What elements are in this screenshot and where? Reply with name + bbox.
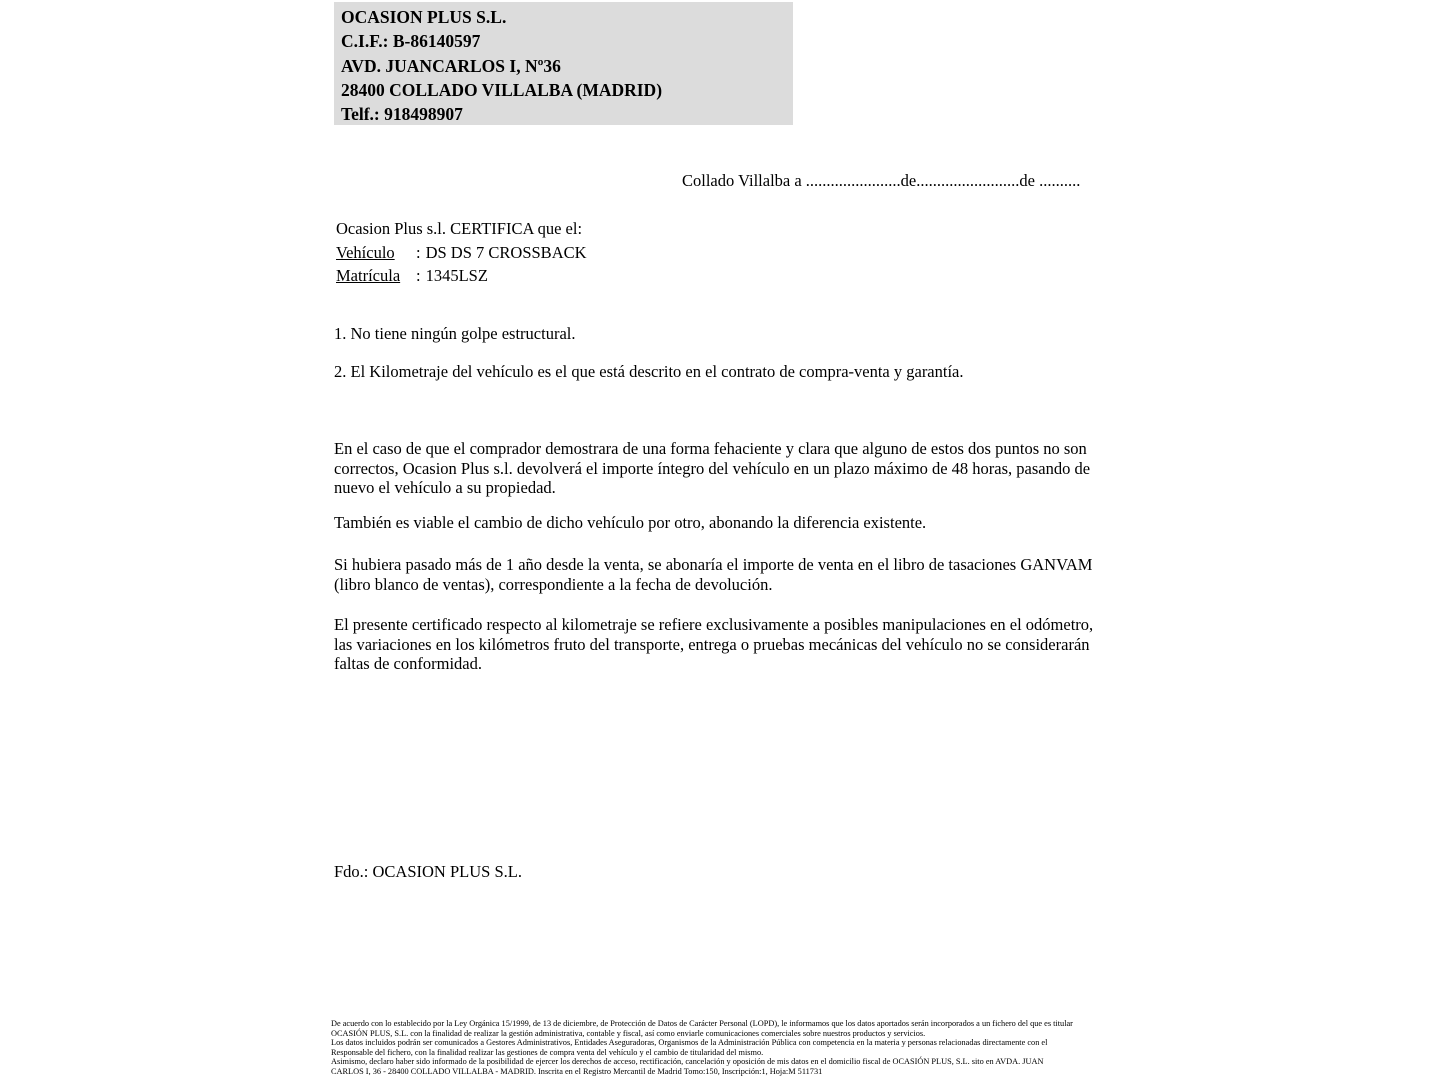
condition-point-1: 1. No tiene ningún golpe estructural. [334, 324, 576, 343]
legal-footer-line: Los datos incluidos podrán ser comunicados a Gestores Administrativos, Entidades Aseguradoras, Organismos de la Administración Pública con competencia en la materia y personas relacionadas directamente con el [331, 1038, 1048, 1048]
ganvam-valuation-paragraph: Si hubiera pasado más de 1 año desde la venta, se abonaría el importe de venta en el libro de tasaciones GANVAM (libro blanco de ventas), correspondiente a la fecha de devolución. [334, 555, 1093, 594]
field-value [416, 264, 488, 288]
vehicle-fields [336, 241, 587, 288]
legal-footer-line: OCASIÓN PLUS, S.L. con la finalidad de realizar la gestión administrativa, contable y fiscal, así como enviarle comunicaciones comerciales sobre nuestros productos y servicios. [331, 1028, 926, 1038]
vehicle-field-row [336, 241, 587, 265]
certification-intro: Ocasion Plus s.l. CERTIFICA que el: [336, 219, 583, 238]
legal-footer-line: CARLOS I, 36 - 28400 COLLADO VILLALBA - MADRID. Inscrita en el Registro Mercantil de Madrid Tomo:150, Inscripción:1, Hoja:M 511731 [331, 1066, 823, 1076]
field-label: Vehículo [336, 242, 395, 262]
legal-footer-line: Responsable del fichero, con la finalidad realizar las gestiones de compra venta del vehículo y el cambio de titularidad del mismo. [331, 1047, 764, 1057]
refund-guarantee-paragraph: En el caso de que el comprador demostrara de una forma fehaciente y clara que alguno de estos dos puntos no son correctos, Ocasion Plus s.l. devolverá el importe íntegro del vehículo en un plazo máximo de 48 horas, pasando de nuevo el vehículo a su propiedad. [334, 439, 1091, 497]
field-label: Matrícula [336, 266, 401, 286]
vehicle-field-row [336, 264, 582, 288]
company-letterhead-line: AVD. JUANCARLOS I, Nº36 [341, 55, 561, 76]
signature-line: Fdo.: OCASION PLUS S.L. [334, 862, 522, 881]
condition-point-2: 2. El Kilometraje del vehículo es el que está descrito en el contrato de compra-venta y garantía. [334, 362, 964, 381]
company-letterhead-line: OCASION PLUS S.L. [341, 7, 507, 27]
field-value-text: DS DS 7 CROSSBACK [425, 242, 587, 262]
legal-footer-line: De acuerdo con lo establecido por la Ley Orgánica 15/1999, de 13 de diciembre, de Protección de Datos de Carácter Personal (LOPD), le informamos que los datos aportados serán incorporados a un fichero del que es titular [331, 1019, 1073, 1028]
field-value [416, 241, 587, 265]
odometer-disclaimer-paragraph: El presente certificado respecto al kilometraje se refiere exclusivamente a posibles manipulaciones en el odómetro, las variaciones en los kilómetros fruto del transporte, entrega o pruebas mecánicas del vehículo no se considerarán faltas de conformidad. [334, 615, 1094, 673]
certification-block [336, 217, 587, 288]
field-separator: : [416, 242, 421, 262]
vehicle-exchange-paragraph: También es viable el cambio de dicho vehículo por otro, abonando la diferencia existente. [334, 513, 927, 532]
company-letterhead-line: Telf.: 918498907 [341, 104, 463, 125]
company-letterhead-line: 28400 COLLADO VILLALBA (MADRID) [341, 79, 663, 100]
company-letterhead-box [334, 2, 793, 125]
company-letterhead-line: C.I.F.: B-86140597 [341, 31, 481, 52]
field-separator: : [416, 266, 421, 286]
legal-footer [331, 1019, 1073, 1076]
legal-footer-line: Asimismo, declaro haber sido informado de la posibilidad de ejercer los derechos de acceso, rectificación, cancelación y oposición de mis datos en el domicilio fiscal de OCASIÓN PLUS, S.L. sito en AVDA. JUAN [331, 1057, 1044, 1067]
date-fill-in-line: Collado Villalba a .......................de.........................de .......... [682, 171, 1081, 190]
field-value-text: 1345LSZ [425, 266, 488, 286]
